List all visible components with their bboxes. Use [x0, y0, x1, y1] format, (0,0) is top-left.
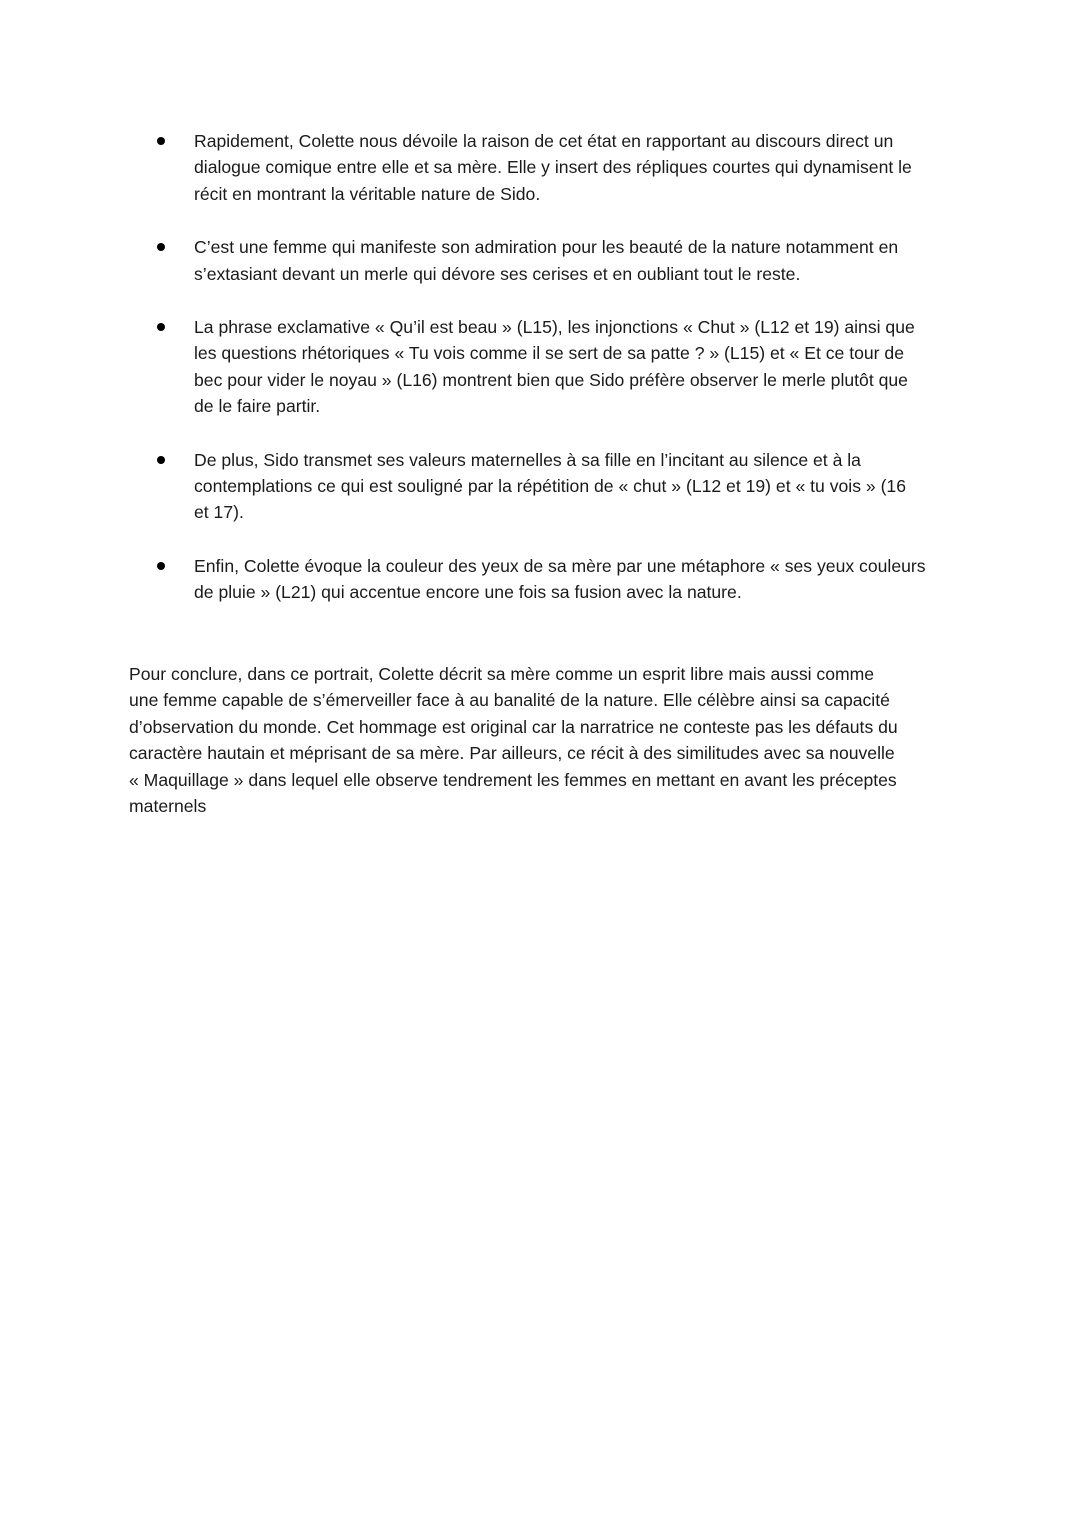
bullet-text: De plus, Sido transmet ses valeurs maternelles à sa fille en l’incitant au silence et à la contemplations ce qui est souligné par la répétition de « chut » (L12 et 19) et « tu vois » (16 et 17). — [194, 449, 907, 523]
list-item — [0, 314, 1080, 420]
bullet-text: Enfin, Colette évoque la couleur des yeux de sa mère par une métaphore « ses yeux couleurs de pluie » (L21) qui accentue encore une fois sa fusion avec la nature. — [194, 555, 926, 603]
conclusion-paragraph: Pour conclure, dans ce portrait, Colette décrit sa mère comme un esprit libre mais aussi comme une femme capable de s’émerveiller face à au banalité de la nature. Elle célèbre ainsi sa capacité d’observation du monde. Cet hommage est original car la narratrice ne conteste pas les défauts du caractère hautain et méprisant de sa mère. Par ailleurs, ce récit à des similitudes avec sa nouvelle « Maquillage » dans lequel elle observe tendrement les femmes en mettant en avant les préceptes maternels — [129, 664, 898, 817]
list-item — [0, 128, 1080, 207]
bullet-dot-icon — [157, 243, 165, 251]
bullet-dot-icon — [157, 562, 165, 570]
bullet-dot-icon — [157, 456, 165, 464]
bullet-text: La phrase exclamative « Qu’il est beau » (L15), les injonctions « Chut » (L12 et 19) ainsi que les questions rhétoriques « Tu vois comme il se sert de sa patte ? » (L15) et « Et ce tour de bec pour vider le noyau » (L16) montrent bien que Sido préfère observer le merle plutôt que de le faire partir. — [194, 317, 915, 417]
bullet-text: C’est une femme qui manifeste son admiration pour les beauté de la nature notamment en s’extasiant devant un merle qui dévore ses cerises et en oubliant tout le reste. — [194, 237, 899, 284]
list-item — [0, 553, 1080, 606]
list-item — [0, 234, 1080, 287]
bullet-text: Rapidement, Colette nous dévoile la raison de cet état en rapportant au discours direct un dialogue comique entre elle et sa mère. Elle y insert des répliques courtes qui dynamisent le récit en montrant la véritable nature de Sido. — [194, 131, 912, 204]
bullet-dot-icon — [157, 323, 165, 331]
bullet-dot-icon — [157, 137, 165, 145]
list-item — [0, 447, 1080, 526]
bullet-list — [0, 128, 1080, 633]
